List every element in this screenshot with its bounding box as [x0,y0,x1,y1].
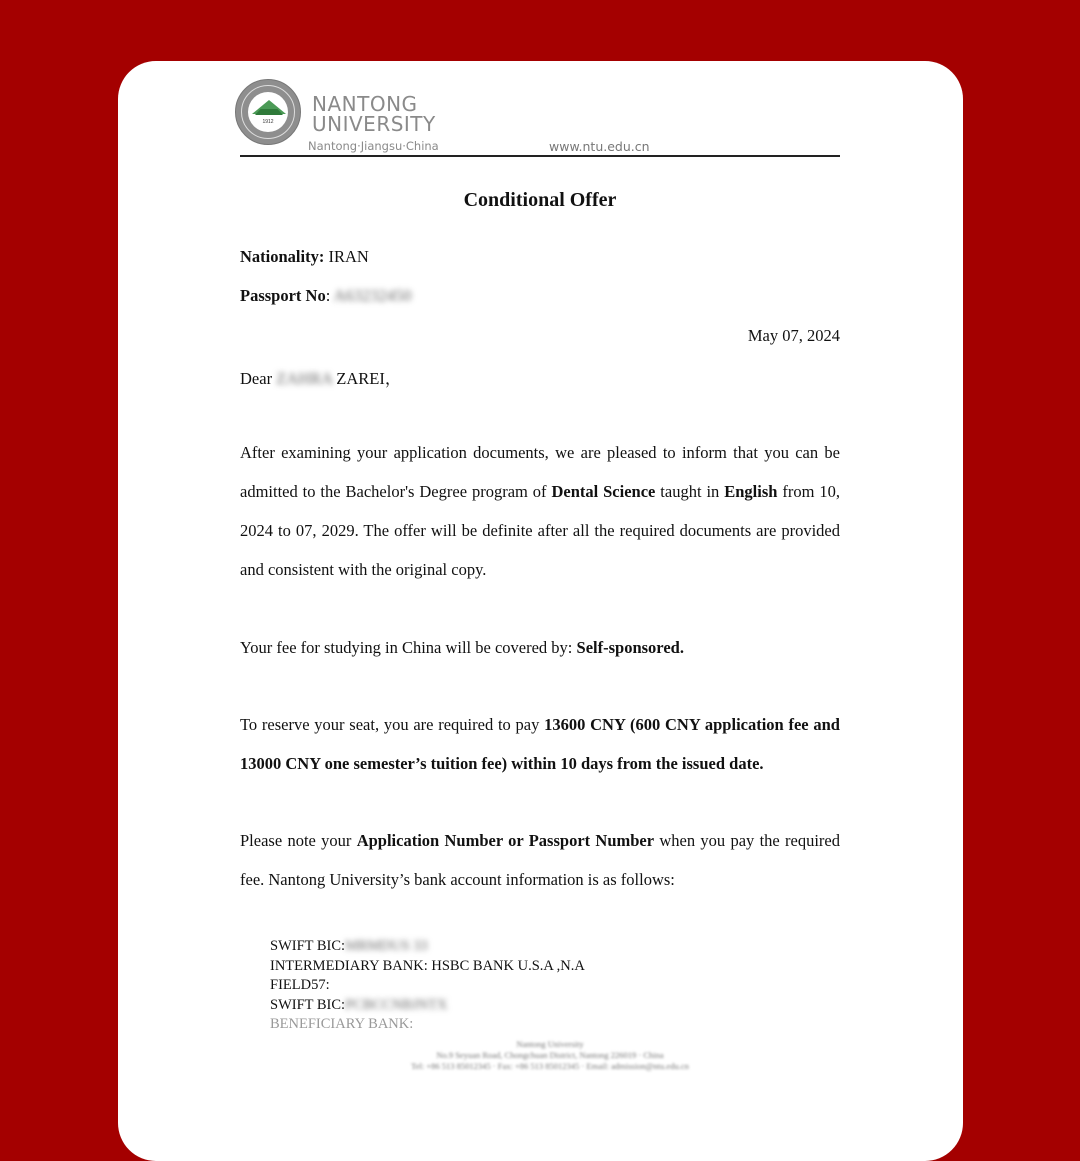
bank-details [270,937,585,1035]
salutation-line [240,365,401,389]
passport-line [240,286,411,306]
university-name-line1: NANTONG [312,92,418,116]
bank-note-text-1: Please note your [240,831,357,850]
reference-number-note: Application Number or Passport Number [356,831,655,850]
footer-line-3: Tel: +86 513 85012345 · Fax: +86 513 85012345 · Email: admission@ntu.edu.cn [411,1061,689,1071]
salutation-punctuation: ， [384,369,402,388]
passport-separator: : [325,286,331,305]
admission-text-3: from 10, 2024 to 07, 2029. The offer will be definite after all the required documents are provided and consistent with the original copy. [240,482,840,579]
payment-amount-terms: 13600 CNY (600 CNY application fee and 13000 CNY one semester’s tuition fee) within 10 days from the issued date. [240,715,840,773]
nationality-value: IRAN [328,247,369,266]
seal-year: 1912 [262,119,274,125]
field57-line: FIELD57: [270,977,330,993]
passport-number-redacted: A63232450 [333,286,412,305]
bank-note-text-2: when you pay the required fee. Nantong University’s bank account information is as follows: [240,831,840,889]
swift-bic-line-2: SWIFT BIC:PCBCCNBJNTX [270,996,448,1013]
swift-bic-line-1: SWIFT BIC:MRMDUS 33 [270,938,428,954]
passport-label: Passport No [240,286,326,305]
recipient-last-name: ZAREI [336,369,385,388]
salutation: Dear [240,369,273,388]
university-location: Nantong·Jiangsu·China [308,139,439,153]
university-seal-logo [235,79,301,145]
teaching-language: English [724,482,778,501]
nationality-line [240,247,369,267]
recipient-first-name-redacted: ZAHRA [276,369,333,388]
letter-title: Conditional Offer [463,189,617,211]
sponsorship-type: Self-sponsored. [576,638,684,657]
letter-footer [360,1039,740,1072]
admission-text-2: taught in [655,482,725,501]
nationality-label: Nationality: [240,247,325,266]
paragraph-bank-note [240,821,840,899]
payment-text: To reserve your seat, you are required to pay [240,715,545,734]
swift-bic-2-redacted: PCBCCNBJNTX [345,996,448,1013]
letter-card [118,61,963,1161]
paragraph-sponsorship [240,628,840,667]
letter-date: May 07, 2024 [747,326,840,345]
university-website: www.ntu.edu.cn [549,139,650,154]
program-name: Dental Science [551,482,656,501]
sponsorship-text: Your fee for studying in China will be covered by: [240,638,577,657]
paragraph-admission [240,433,840,589]
footer-line-1: Nantong University [516,1039,584,1049]
university-name [312,94,436,134]
footer-line-2: No.9 Seyuan Road, Chongchuan District, Nantong 226019 · China [436,1050,664,1060]
admission-text-1: After examining your application documents, we are pleased to inform that you can be admitted to the Bachelor's Degree program of [240,443,840,501]
beneficiary-bank-line: BENEFICIARY BANK: [270,1016,414,1032]
offer-letter-document [240,61,840,1101]
university-name-line2: UNIVERSITY [312,112,436,136]
intermediary-bank-line: INTERMEDIARY BANK: HSBC BANK U.S.A ,N.A [270,957,585,974]
swift-bic-1-redacted: MRMDUS 33 [345,938,428,954]
paragraph-payment [240,705,840,783]
header-divider [240,155,840,157]
